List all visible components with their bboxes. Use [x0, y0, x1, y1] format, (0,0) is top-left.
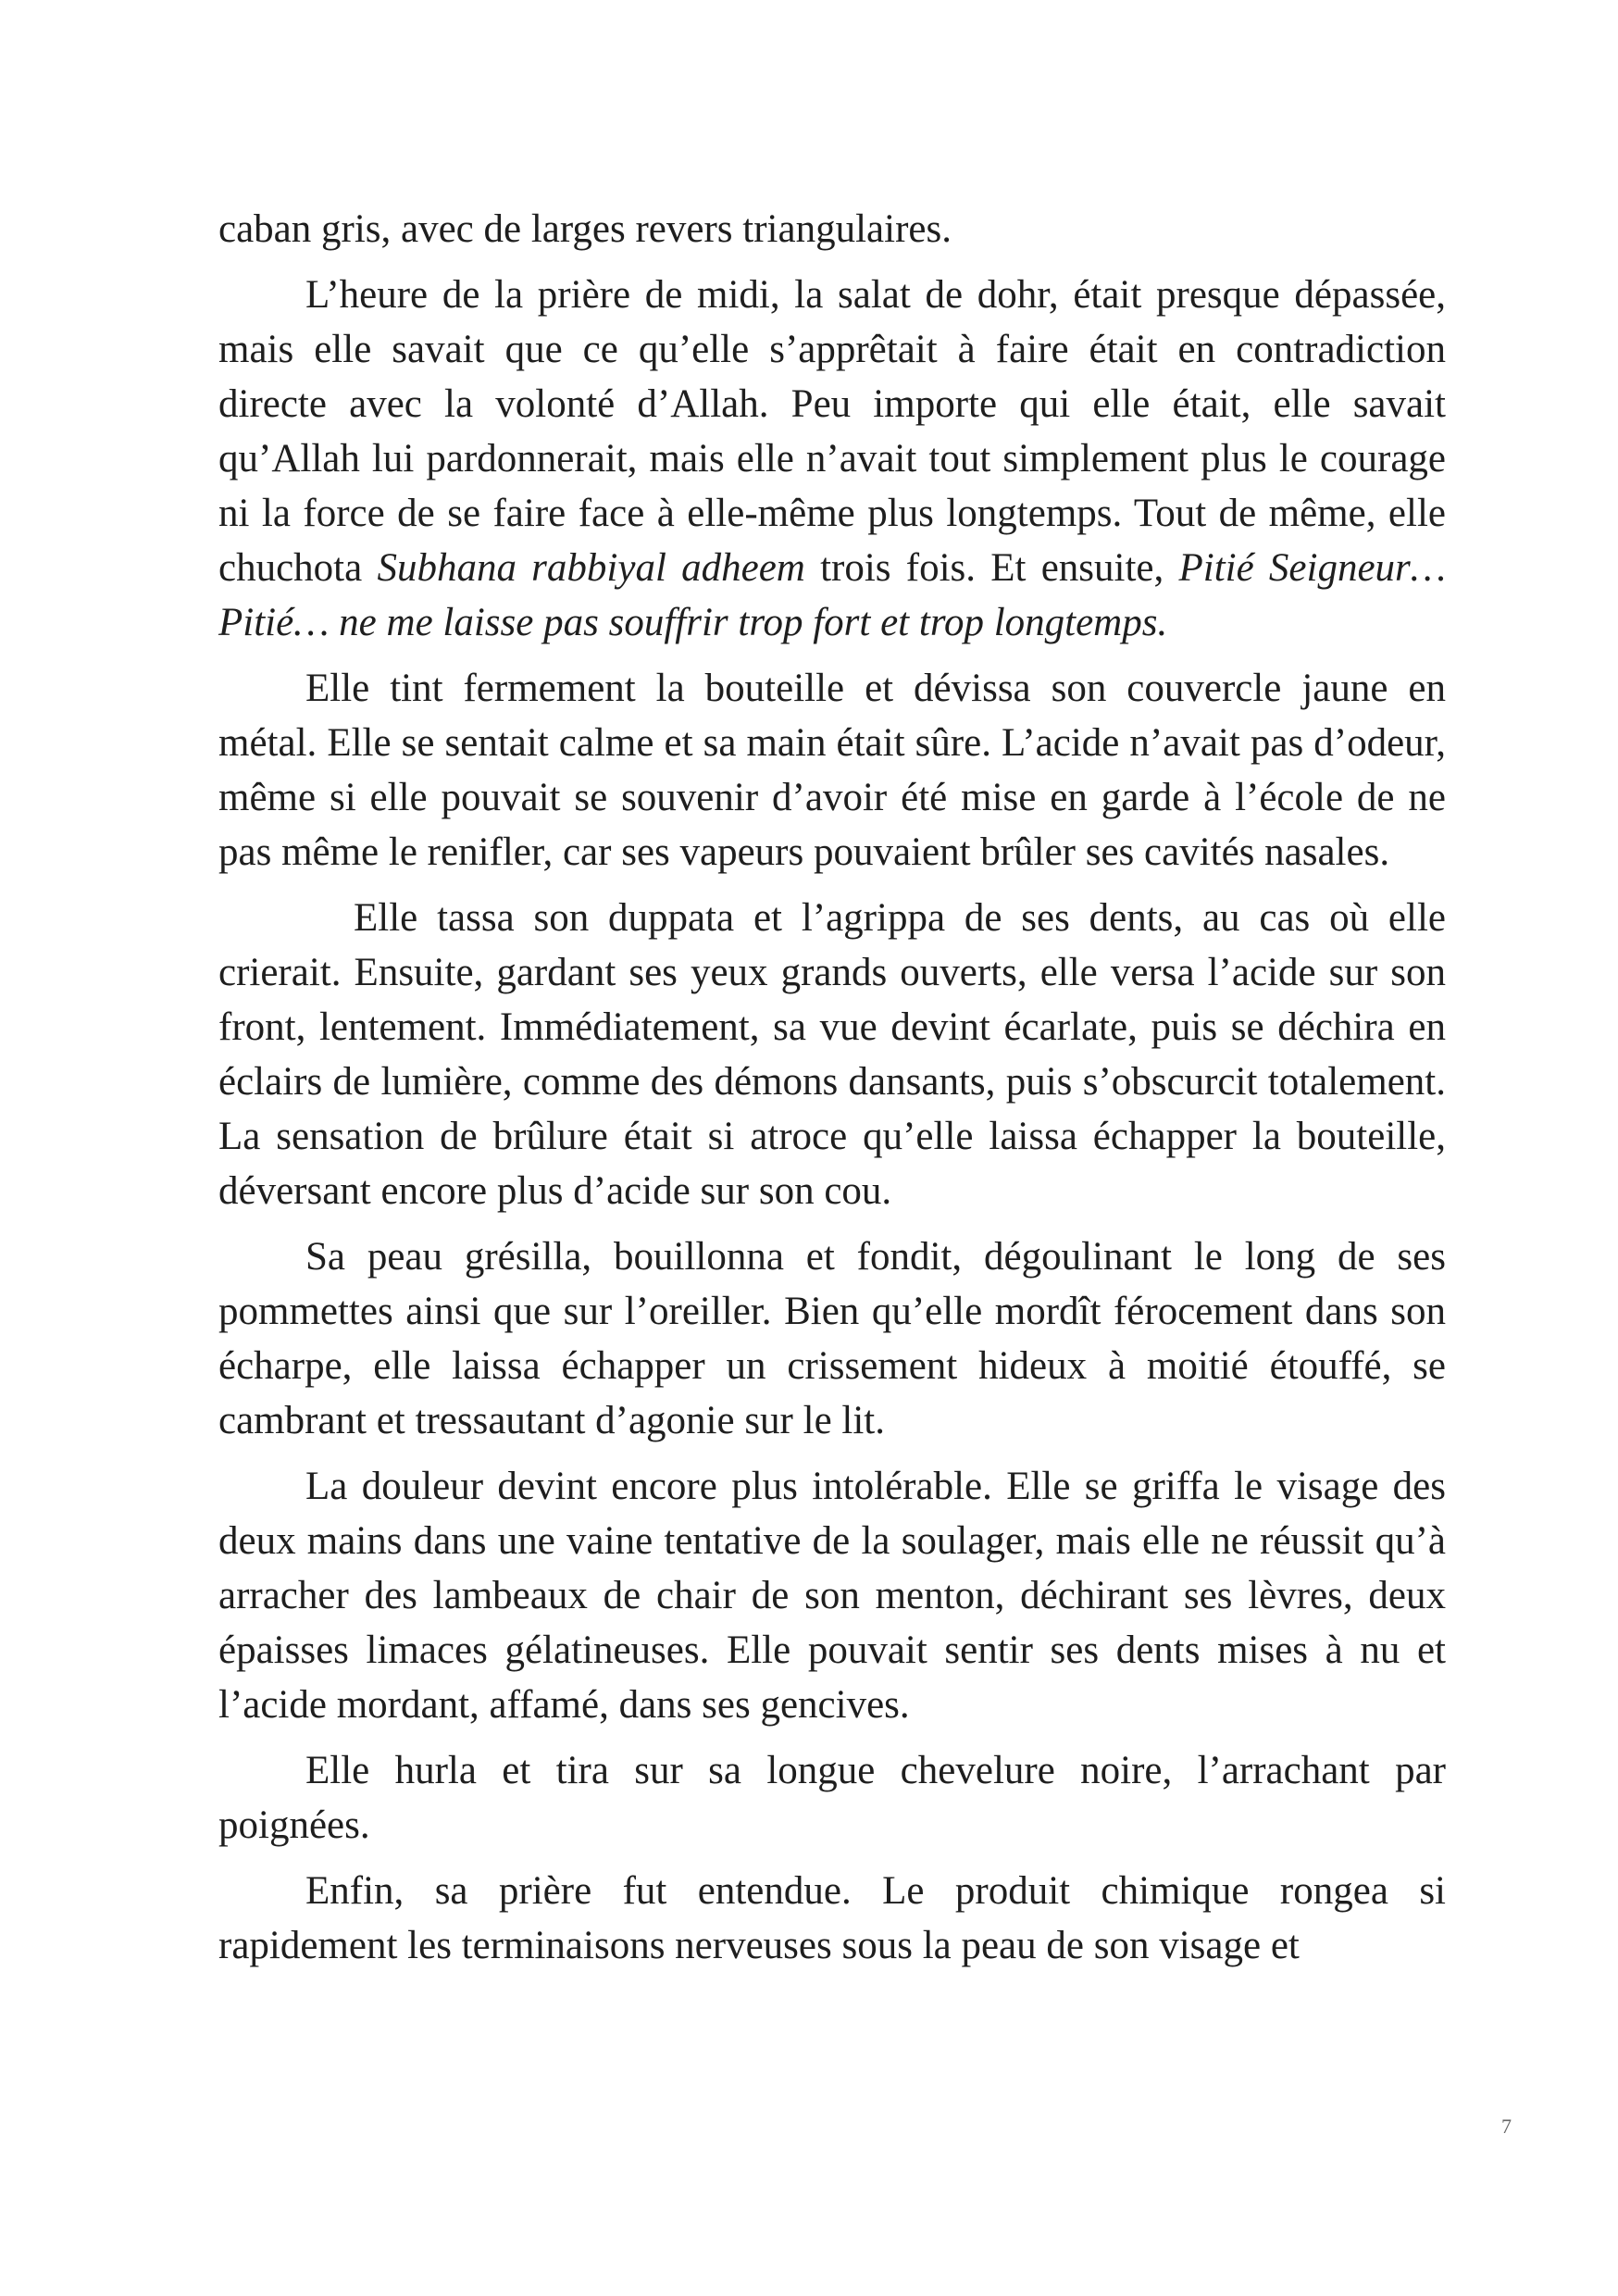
- text-run: L’heure de la prière de midi, la salat de dohr, était presque dépassée, mais elle savait que ce qu’elle s’apprêtait à faire était en contradiction directe avec la volonté d’Allah. Peu importe qui elle était, elle savait qu’Allah lui pardonnerait, mais elle n’avait tout simplement plus le courage ni la force de se faire face à elle-même plus longtemps. Tout de même, elle chuchota: [218, 273, 1446, 590]
- italic-text: Subhana rabbiyal adheem: [377, 546, 805, 590]
- text-run: Elle tassa son duppata et l’agrippa de ses dents, au cas où elle crierait. Ensuite, gardant ses yeux grands ouverts, elle versa l’acide sur son front, lentement. Immédiatement, sa vue devint écarlate, puis se déchira en éclairs de lumière, comme des démons dansants, puis s’obscurcit totalement. La sensation de brûlure était si atroce qu’elle laissa échapper la bouteille, déversant encore plus d’acide sur son cou.: [218, 896, 1446, 1213]
- paragraph: [218, 268, 1446, 650]
- text-run: La douleur devint encore plus intolérable. Elle se griffa le visage des deux mains dans une vaine tentative de la soulager, mais elle ne réussit qu’à arracher des lambeaux de chair de son menton, déchirant ses lèvres, deux épaisses limaces gélatineuses. Elle pouvait sentir ses dents mises à nu et l’acide mordant, affamé, dans ses gencives.: [218, 1465, 1446, 1727]
- paragraph: [218, 1743, 1446, 1853]
- paragraph: [218, 661, 1446, 880]
- text-run: Sa peau grésilla, bouillonna et fondit, dégoulinant le long de ses pommettes ainsi que sur l’oreiller. Bien qu’elle mordît férocement dans son écharpe, elle laissa échapper un crissement hideux à moitié étouffé, se cambrant et tressautant d’agonie sur le lit.: [218, 1235, 1446, 1442]
- paragraph: [218, 1459, 1446, 1732]
- text-run: Elle hurla et tira sur sa longue chevelure noire, l’arrachant par poignées.: [218, 1749, 1446, 1847]
- paragraph: [218, 1229, 1446, 1448]
- text-run: Elle tint fermement la bouteille et dévissa son couvercle jaune en métal. Elle se sentait calme et sa main était sûre. L’acide n’avait pas d’odeur, même si elle pouvait se souvenir d’avoir été mise en garde à l’école de ne pas même le renifler, car ses vapeurs pouvaient brûler ses cavités nasales.: [218, 667, 1446, 874]
- text-run: trois fois. Et ensuite,: [804, 546, 1179, 590]
- text-run: caban gris, avec de larges revers triangulaires.: [218, 207, 952, 251]
- page-number: 7: [1501, 2115, 1512, 2138]
- paragraph: [218, 1864, 1446, 1973]
- paragraph: [218, 202, 1446, 256]
- paragraph: [218, 891, 1446, 1218]
- italic-text: Pitié Seigneur… Pitié… ne me laisse pas souffrir trop fort et trop longtemps.: [218, 546, 1446, 644]
- body-text: [218, 202, 1446, 1984]
- text-run: Enfin, sa prière fut entendue. Le produit chimique rongea si rapidement les terminaisons nerveuses sous la peau de son visage et: [218, 1869, 1446, 1967]
